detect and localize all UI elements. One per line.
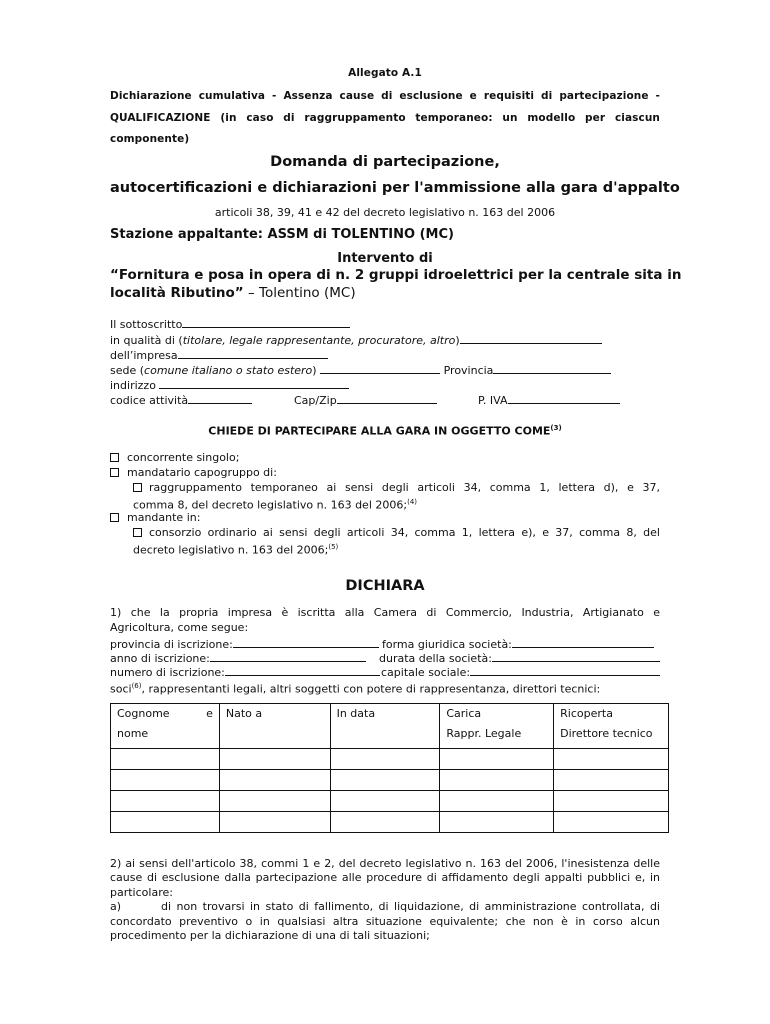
table-cell[interactable] <box>440 791 554 812</box>
soci-table <box>110 703 669 833</box>
table-cell[interactable] <box>111 812 220 833</box>
consorzio-footnote: (5) <box>328 543 339 551</box>
dichiara-p2-line-3: particolare: <box>110 886 173 899</box>
consorzio-text-2: decreto legislativo n. 163 del 2006; <box>133 543 329 557</box>
table-header-row-1 <box>111 704 669 724</box>
table-cell[interactable] <box>111 770 220 791</box>
forma-giuridica-label: forma giuridica società: <box>382 638 512 651</box>
impresa-label: dell’impresa <box>110 349 178 362</box>
provincia-iscrizione-label: provincia di iscrizione: <box>110 638 233 651</box>
table-cell[interactable] <box>554 749 669 770</box>
checkbox-icon[interactable] <box>133 528 142 537</box>
table-cell[interactable] <box>330 770 440 791</box>
soci-label: soci <box>110 682 132 696</box>
table-cell[interactable] <box>219 749 330 770</box>
fornitura-line-2 <box>110 285 356 301</box>
checkbox-icon[interactable] <box>110 513 119 522</box>
checkbox-icon[interactable] <box>133 483 142 492</box>
table-cell[interactable] <box>554 791 669 812</box>
indirizzo-blank[interactable] <box>159 377 349 389</box>
table-cell[interactable] <box>440 749 554 770</box>
table-cell[interactable] <box>219 812 330 833</box>
qualita-label: in qualità di ( <box>110 334 183 347</box>
consorzio-line-2 <box>133 540 338 558</box>
table-row[interactable] <box>111 770 669 791</box>
option-mandatario-label: mandatario capogruppo di: <box>127 466 277 479</box>
raggruppamento-line-1: raggruppamento temporaneo ai sensi degli articoli 34, comma 1, lettera d), e 37, <box>149 481 660 494</box>
piva-label: P. IVA <box>478 394 508 407</box>
numero-iscrizione-blank[interactable] <box>225 664 380 676</box>
cap-blank[interactable] <box>337 392 437 404</box>
field-sede[interactable] <box>110 362 611 378</box>
indirizzo-label: indirizzo <box>110 379 156 392</box>
dichiara-p1-line-1: 1) che la propria impresa è iscritta alla Camera di Commercio, Industria, Artigianato e <box>110 606 660 619</box>
numero-iscrizione-label: numero di iscrizione: <box>110 666 225 679</box>
chiede-heading <box>0 424 770 438</box>
raggruppamento-line-2 <box>133 495 417 513</box>
piva-blank[interactable] <box>508 392 620 404</box>
table-cell[interactable] <box>554 812 669 833</box>
soci-line <box>110 679 600 697</box>
table-row[interactable] <box>111 791 669 812</box>
field-sottoscritto[interactable] <box>110 316 350 332</box>
field-piva[interactable] <box>478 392 620 408</box>
chiede-footnote: (3) <box>550 424 562 432</box>
qualita-close: ) <box>455 334 460 347</box>
sede-blank[interactable] <box>320 362 440 374</box>
sede-close: ) <box>312 364 317 377</box>
soci-text: , rappresentanti legali, altri soggetti con potere di rappresentanza, direttori tecnici: <box>141 682 601 696</box>
raggruppamento-footnote: (4) <box>407 498 418 506</box>
table-header-nato: Nato a <box>219 704 330 749</box>
checkbox-icon[interactable] <box>110 468 119 477</box>
fornitura-line-1: “Fornitura e posa in opera di n. 2 gruppi idroelettrici per la centrale sita in <box>110 267 682 283</box>
sottoscritto-label: Il sottoscritto <box>110 318 183 331</box>
table-header-nome: nome <box>111 724 220 749</box>
anno-iscrizione-blank[interactable] <box>210 650 366 662</box>
sottoscritto-blank[interactable] <box>182 316 350 328</box>
table-row[interactable] <box>111 812 669 833</box>
field-cap[interactable] <box>294 392 437 408</box>
table-cell[interactable] <box>554 770 669 791</box>
table-cell[interactable] <box>111 749 220 770</box>
table-cell[interactable] <box>219 791 330 812</box>
item-a-line-1: di non trovarsi in stato di fallimento, di liquidazione, di amministrazione controllata, di <box>161 900 660 913</box>
consorzio-line-1: consorzio ordinario ai sensi degli articoli 34, comma 1, lettera e), e 37, comma 8, del <box>149 526 660 539</box>
raggruppamento-text-2: comma 8, del decreto legislativo n. 163 del 2006; <box>133 498 408 512</box>
table-header-carica: Carica <box>440 704 554 724</box>
table-cell[interactable] <box>219 770 330 791</box>
sub-title: autocertificazioni e dichiarazioni per l'ammissione alla gara d'appalto <box>110 180 680 196</box>
table-header-data: In data <box>330 704 440 749</box>
header-line-2: QUALIFICAZIONE (in caso di raggruppamento temporaneo: un modello per ciascun <box>110 112 660 124</box>
item-a-line-3: procedimento per la dichiarazione di una di tali situazioni; <box>110 929 430 942</box>
item-a-label: a) <box>110 900 122 913</box>
option-mandante-label: mandante in: <box>127 511 201 524</box>
field-capitale-sociale[interactable] <box>381 664 660 680</box>
table-row[interactable] <box>111 749 669 770</box>
table-cell[interactable] <box>440 812 554 833</box>
cognome-label: Cognome <box>117 707 170 720</box>
durata-blank[interactable] <box>492 650 660 662</box>
main-title: Domanda di partecipazione, <box>270 154 500 170</box>
header-line-1: Dichiarazione cumulativa - Assenza cause di esclusione e requisiti di partecipazione - <box>110 90 660 102</box>
table-header-rappr: Rappr. Legale <box>440 724 554 749</box>
header-line-3: componente) <box>110 133 190 145</box>
option-mandante[interactable] <box>110 511 200 525</box>
intervento-label: Intervento di <box>337 251 433 266</box>
qualita-blank[interactable] <box>460 332 602 344</box>
table-header-ricoperta: Ricoperta <box>554 704 669 724</box>
durata-label: durata della società: <box>379 652 492 665</box>
forma-giuridica-blank[interactable] <box>512 636 654 648</box>
option-consorzio[interactable] <box>133 526 150 540</box>
sede-label: sede ( <box>110 364 145 377</box>
option-raggruppamento[interactable] <box>133 481 150 495</box>
sede-options: comune italiano o stato estero <box>144 364 313 377</box>
dichiara-heading: DICHIARA <box>345 578 425 594</box>
allegato-label: Allegato A.1 <box>348 67 422 79</box>
field-codice[interactable] <box>110 392 252 408</box>
capitale-sociale-label: capitale sociale: <box>381 666 471 679</box>
table-cell[interactable] <box>330 791 440 812</box>
codice-blank[interactable] <box>188 392 252 404</box>
dichiara-p2-line-1: 2) ai sensi dell'articolo 38, commi 1 e 2, del decreto legislativo n. 163 del 2006, l'inesistenza delle <box>110 857 660 870</box>
option-mandatario[interactable] <box>110 466 277 480</box>
table-cell[interactable] <box>111 791 220 812</box>
soci-footnote: (6) <box>131 682 142 690</box>
provincia-iscrizione-blank[interactable] <box>233 636 379 648</box>
provincia-label: Provincia <box>443 364 494 377</box>
fornitura-city: – Tolentino (MC) <box>243 285 356 301</box>
table-cell[interactable] <box>440 770 554 791</box>
codice-label: codice attività <box>110 394 189 407</box>
dichiara-p2-line-2: cause di esclusione dalla partecipazione alle procedure di affidamento degli appalti pubblici e, in <box>110 871 660 884</box>
checkbox-icon[interactable] <box>110 453 119 462</box>
qualita-options: titolare, legale rappresentante, procuratore, altro <box>182 334 456 347</box>
impresa-blank[interactable] <box>178 347 328 359</box>
field-impresa[interactable] <box>110 347 328 363</box>
fornitura-location: località Ributino” <box>110 285 244 301</box>
field-qualita[interactable] <box>110 332 602 348</box>
stazione-appaltante: Stazione appaltante: ASSM di TOLENTINO (MC) <box>110 227 454 242</box>
e-label: e <box>206 707 213 720</box>
chiede-heading-text: CHIEDE DI PARTECIPARE ALLA GARA IN OGGETTO COME <box>208 424 551 438</box>
field-indirizzo[interactable] <box>110 377 349 393</box>
anno-iscrizione-label: anno di iscrizione: <box>110 652 210 665</box>
dichiara-p1-line-2: Agricoltura, come segue: <box>110 621 249 634</box>
table-cell[interactable] <box>330 749 440 770</box>
table-cell[interactable] <box>330 812 440 833</box>
cap-label: Cap/Zip <box>294 394 337 407</box>
capitale-sociale-blank[interactable] <box>470 664 660 676</box>
item-a-line-2: concordato preventivo o in qualsiasi altra situazione equivalente; che non è in corso alcun <box>110 915 660 928</box>
table-header-cognome <box>111 704 220 724</box>
table-header-direttore: Direttore tecnico <box>554 724 669 749</box>
articles-ref: articoli 38, 39, 41 e 42 del decreto legislativo n. 163 del 2006 <box>214 206 556 219</box>
option-concorrente[interactable] <box>110 451 239 465</box>
option-concorrente-label: concorrente singolo; <box>127 451 240 464</box>
field-numero-iscrizione[interactable] <box>110 664 380 680</box>
provincia-blank[interactable] <box>493 362 611 374</box>
